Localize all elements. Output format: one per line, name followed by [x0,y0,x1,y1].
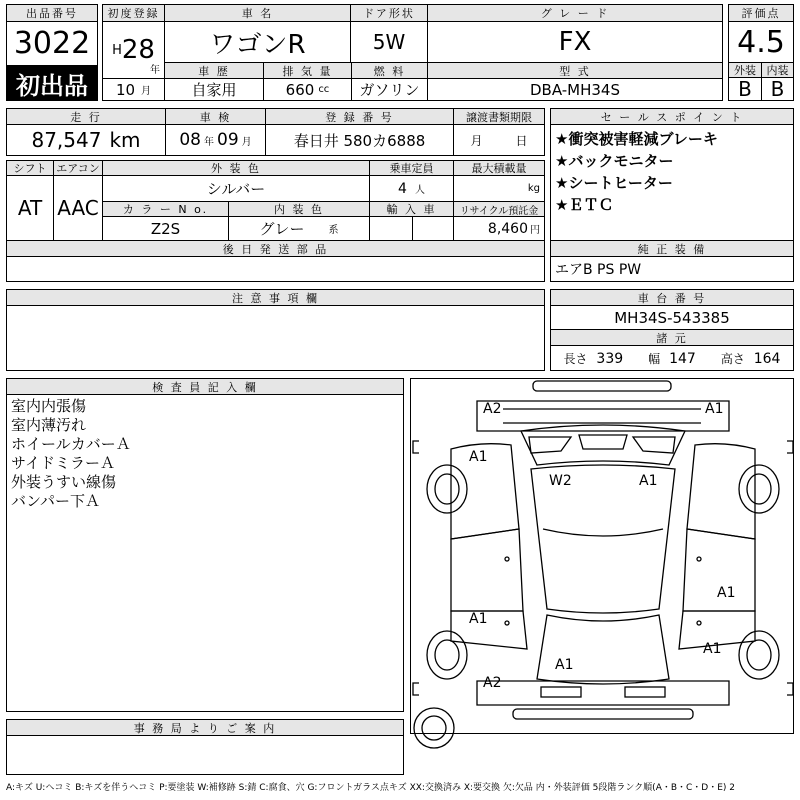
yen-unit: 円 [530,225,540,236]
era: H [112,42,122,58]
note-line: 室内薄汚れ [11,416,87,434]
history: 自家用 [164,78,264,101]
inspection-cell [165,124,266,156]
fuel: ガソリン [351,78,428,101]
damage-legend: A:キズ U:ヘコミ B:キズを伴うヘコミ P:要塗装 W:補修跡 S:錆 C:腐食、穴 G:フロントガラス点キズ XX:交換済み X:要交換 欠:欠品 内・外装評価 5段階ランク順(A・B・C・D・E) 2 [6,783,736,793]
lot-no-label: 出品番号 [6,4,98,22]
inspection-label: 車 検 [165,108,266,125]
insp-month-unit: 月 [241,136,252,148]
length-label: 長さ [563,351,588,366]
capacity-cell [369,175,454,202]
sales-points-label: セ ー ル ス ポ イ ン ト [550,108,794,125]
displacement-label: 排 気 量 [263,62,352,79]
note-line: 外装うすい線傷 [11,473,117,491]
note-line: 室内内張傷 [11,397,87,415]
first-reg-month-cell [102,78,165,101]
sales-point: ★ＥＴＣ [555,196,614,214]
height-label: 高さ [720,351,745,366]
mark-rear-door-left: A1 [469,611,488,627]
width-label: 幅 [648,351,661,366]
import-box-1 [369,216,413,241]
door-label: ドア形状 [350,4,428,22]
interior-color: グレー [259,220,305,238]
import-label: 輸 入 車 [369,201,454,217]
inspector-notes [6,394,404,712]
inspector-label: 検 査 員 記 入 欄 [6,378,404,395]
grade: FX [427,21,723,63]
chassis-label: 車 台 番 号 [550,289,794,306]
reg-month: 10 [115,80,136,99]
mark-rear-right: A1 [703,641,722,657]
later-parts-box [6,256,545,282]
insp-month: 09 [217,130,239,150]
equipment-label: 純 正 装 備 [550,240,794,257]
note-line: バンパー下Ａ [11,492,100,510]
car-outline-svg [411,379,795,735]
intcolor-unit: 系 [328,225,339,236]
car-name: ワゴンR [164,21,351,63]
sales-point: ★衝突被害軽減ブレーキ [555,130,718,148]
transfer-label: 譲渡書類期限 [453,108,545,125]
recycle-cell [453,216,545,241]
chassis-number: MH34S-543385 [550,305,794,330]
caution-label: 注 意 事 項 欄 [6,289,545,306]
km-unit: km [109,128,141,152]
body-color: シルバー [102,175,370,202]
insp-year: 08 [179,130,201,150]
color-code: Z2S [102,216,229,241]
load-unit: kg [453,175,545,202]
shift: AT [6,175,54,241]
width: 147 [669,350,696,367]
length: 339 [596,350,624,367]
score-label: 評価点 [728,4,794,22]
plate-label: 登 録 番 号 [265,108,454,125]
int-score-label: 内装 [761,62,794,78]
equipment: エアB PS PW [550,256,794,282]
dims-label: 諸 元 [550,329,794,346]
first-listing-badge: 初出品 [6,65,98,101]
ac-label: エアコン [53,160,103,176]
overall-score: 4.5 [728,21,794,63]
reg-year: 28 [121,35,155,65]
recycle-fee: 8,460 [487,220,528,237]
colorno-label: カ ラ ー N o. [102,201,229,217]
note-line: ホイールカバーＡ [11,435,131,453]
dims-row [550,345,794,371]
month-unit: 月 [141,86,152,97]
office-box [6,735,404,775]
first-reg-label: 初度登録 [102,4,165,22]
mark-tailgate: A1 [555,657,574,673]
ext-score-label: 外装 [728,62,762,78]
transfer-cell [453,124,545,156]
later-parts-label: 後 日 発 送 部 品 [6,240,545,257]
cc-unit: cc [318,84,330,95]
int-score: B [761,77,794,101]
interior-color-cell [228,216,370,241]
insp-year-unit: 年 [204,136,214,148]
shift-label: シフト [6,160,54,176]
office-label: 事 務 局 よ り ご 案 内 [6,719,404,736]
mileage-cell [6,124,166,156]
intcolor-label: 内 装 色 [228,201,370,217]
color-label: 外 装 色 [102,160,370,176]
capacity-label: 乗車定員 [369,160,454,176]
mark-hood: A1 [639,473,658,489]
note-line: サイドミラーＡ [11,454,115,472]
mark-fender-left: A1 [469,449,488,465]
recycle-label: リサイクル預託金 [453,201,545,217]
mileage: 87,547 [31,128,102,152]
displacement-cell [263,78,352,101]
sales-point: ★バックモニター [555,152,674,170]
ext-score: B [728,77,762,101]
year-unit: 年 [150,65,160,76]
first-reg-year-cell [102,21,165,79]
mark-front-left: A2 [483,401,502,417]
transfer-month: 月 [470,133,483,148]
history-label: 車 歴 [164,62,264,79]
height: 164 [753,350,781,367]
model-label: 型 式 [427,62,723,79]
mark-rear-left: A2 [483,675,502,691]
car-name-label: 車 名 [164,4,351,22]
grade-label: グ レ ー ド [427,4,723,22]
model-code: DBA-MH34S [427,78,723,101]
caution-box [6,305,545,371]
door-type: 5W [350,21,428,63]
plate-number: 春日井 580カ6888 [265,124,454,156]
import-box-2 [412,216,454,241]
transfer-day: 日 [515,133,528,148]
capacity-unit: 人 [414,185,425,196]
fuel-label: 燃 料 [351,62,428,79]
mark-windshield: W2 [549,473,572,489]
mark-front-right: A1 [705,401,724,417]
displacement: 660 [285,80,315,99]
sales-points-list [550,124,794,241]
lot-no: 3022 [6,21,98,66]
air-con: AAC [53,175,103,241]
sales-point: ★シートヒーター [555,174,673,192]
spare-tire-icon [410,704,458,752]
mark-quarter-right: A1 [717,585,736,601]
car-damage-diagram [410,378,794,734]
mileage-label: 走 行 [6,108,166,125]
capacity: 4 [398,180,407,197]
load-label: 最大積載量 [453,160,545,176]
